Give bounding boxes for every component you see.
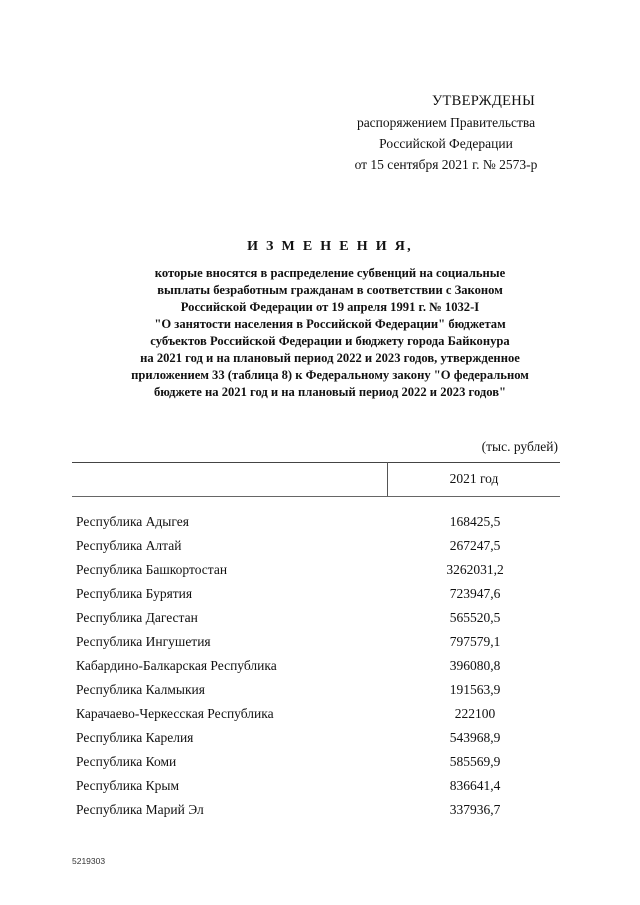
region-name: Республика Дагестан bbox=[76, 610, 198, 625]
document-subtitle bbox=[60, 265, 600, 401]
region-value: 836641,4 bbox=[449, 778, 501, 793]
region-name: Республика Бурятия bbox=[76, 586, 193, 601]
region-value: 168425,5 bbox=[449, 514, 501, 529]
subtitle-line: Российской Федерации от 19 апреля 1991 г. № 1032-I bbox=[180, 300, 480, 314]
region-value: 337936,7 bbox=[449, 802, 501, 817]
region-name: Республика Алтай bbox=[76, 538, 182, 553]
region-value: 543968,9 bbox=[449, 730, 501, 745]
region-name: Республика Калмыкия bbox=[76, 682, 205, 697]
region-value: 222100 bbox=[454, 706, 496, 721]
subtitle-line: выплаты безработным гражданам в соответствии с Законом bbox=[157, 283, 503, 297]
table-row bbox=[76, 800, 556, 824]
table-row bbox=[76, 704, 556, 728]
approval-heading: УТВЕРЖДЕНЫ bbox=[431, 93, 536, 109]
column-header-year: 2021 год bbox=[449, 471, 499, 486]
region-value: 191563,9 bbox=[449, 682, 501, 697]
table-row bbox=[76, 560, 556, 584]
region-name: Республика Марий Эл bbox=[76, 802, 204, 817]
table-row bbox=[76, 584, 556, 608]
table-body bbox=[76, 512, 556, 824]
table-row bbox=[76, 608, 556, 632]
table-header-rule bbox=[72, 496, 560, 497]
table-row bbox=[76, 728, 556, 752]
subtitle-line: бюджете на 2021 год и на плановый период 2022 и 2023 годов" bbox=[153, 385, 507, 399]
region-name: Республика Адыгея bbox=[76, 514, 189, 529]
region-value: 797579,1 bbox=[449, 634, 501, 649]
region-name: Республика Карелия bbox=[76, 730, 194, 745]
subtitle-line: которые вносятся в распределение субвенций на социальные bbox=[154, 266, 506, 280]
subtitle-line: субъектов Российской Федерации и бюджету города Байконура bbox=[150, 334, 510, 348]
document-title: И З М Е Н Е Н И Я, bbox=[247, 239, 413, 254]
region-value: 396080,8 bbox=[449, 658, 501, 673]
approval-stamp bbox=[330, 91, 562, 175]
subtitle-line: на 2021 год и на плановый период 2022 и 2023 годов, утвержденное bbox=[140, 351, 520, 365]
table-row bbox=[76, 680, 556, 704]
table-row bbox=[76, 512, 556, 536]
region-value: 3262031,2 bbox=[446, 562, 504, 577]
region-name: Кабардино-Балкарская Республика bbox=[76, 658, 277, 673]
region-name: Республика Крым bbox=[76, 778, 180, 793]
region-value: 565520,5 bbox=[449, 610, 501, 625]
region-name: Республика Башкортостан bbox=[76, 562, 228, 577]
table-top-rule bbox=[72, 462, 560, 463]
approval-line: Российской Федерации bbox=[379, 136, 513, 151]
document-code: 5219303 bbox=[72, 856, 106, 866]
region-value: 585569,9 bbox=[449, 754, 501, 769]
region-value: 267247,5 bbox=[449, 538, 501, 553]
subtitle-line: приложением 33 (таблица 8) к Федеральному закону "О федеральном bbox=[131, 368, 529, 382]
table-row bbox=[76, 536, 556, 560]
table-row bbox=[76, 632, 556, 656]
approval-date-line: от 15 сентября 2021 г. № 2573-р bbox=[354, 157, 538, 172]
approval-line: распоряжением Правительства bbox=[356, 115, 536, 130]
table-row bbox=[76, 656, 556, 680]
region-name: Республика Коми bbox=[76, 754, 177, 769]
unit-label: (тыс. рублей) bbox=[481, 439, 558, 454]
region-name: Карачаево-Черкесская Республика bbox=[76, 706, 274, 721]
subtitle-line: "О занятости населения в Российской Федерации" бюджетам bbox=[154, 317, 506, 331]
table-row bbox=[76, 752, 556, 776]
table-row bbox=[76, 776, 556, 800]
region-name: Республика Ингушетия bbox=[76, 634, 211, 649]
region-value: 723947,6 bbox=[449, 586, 501, 601]
